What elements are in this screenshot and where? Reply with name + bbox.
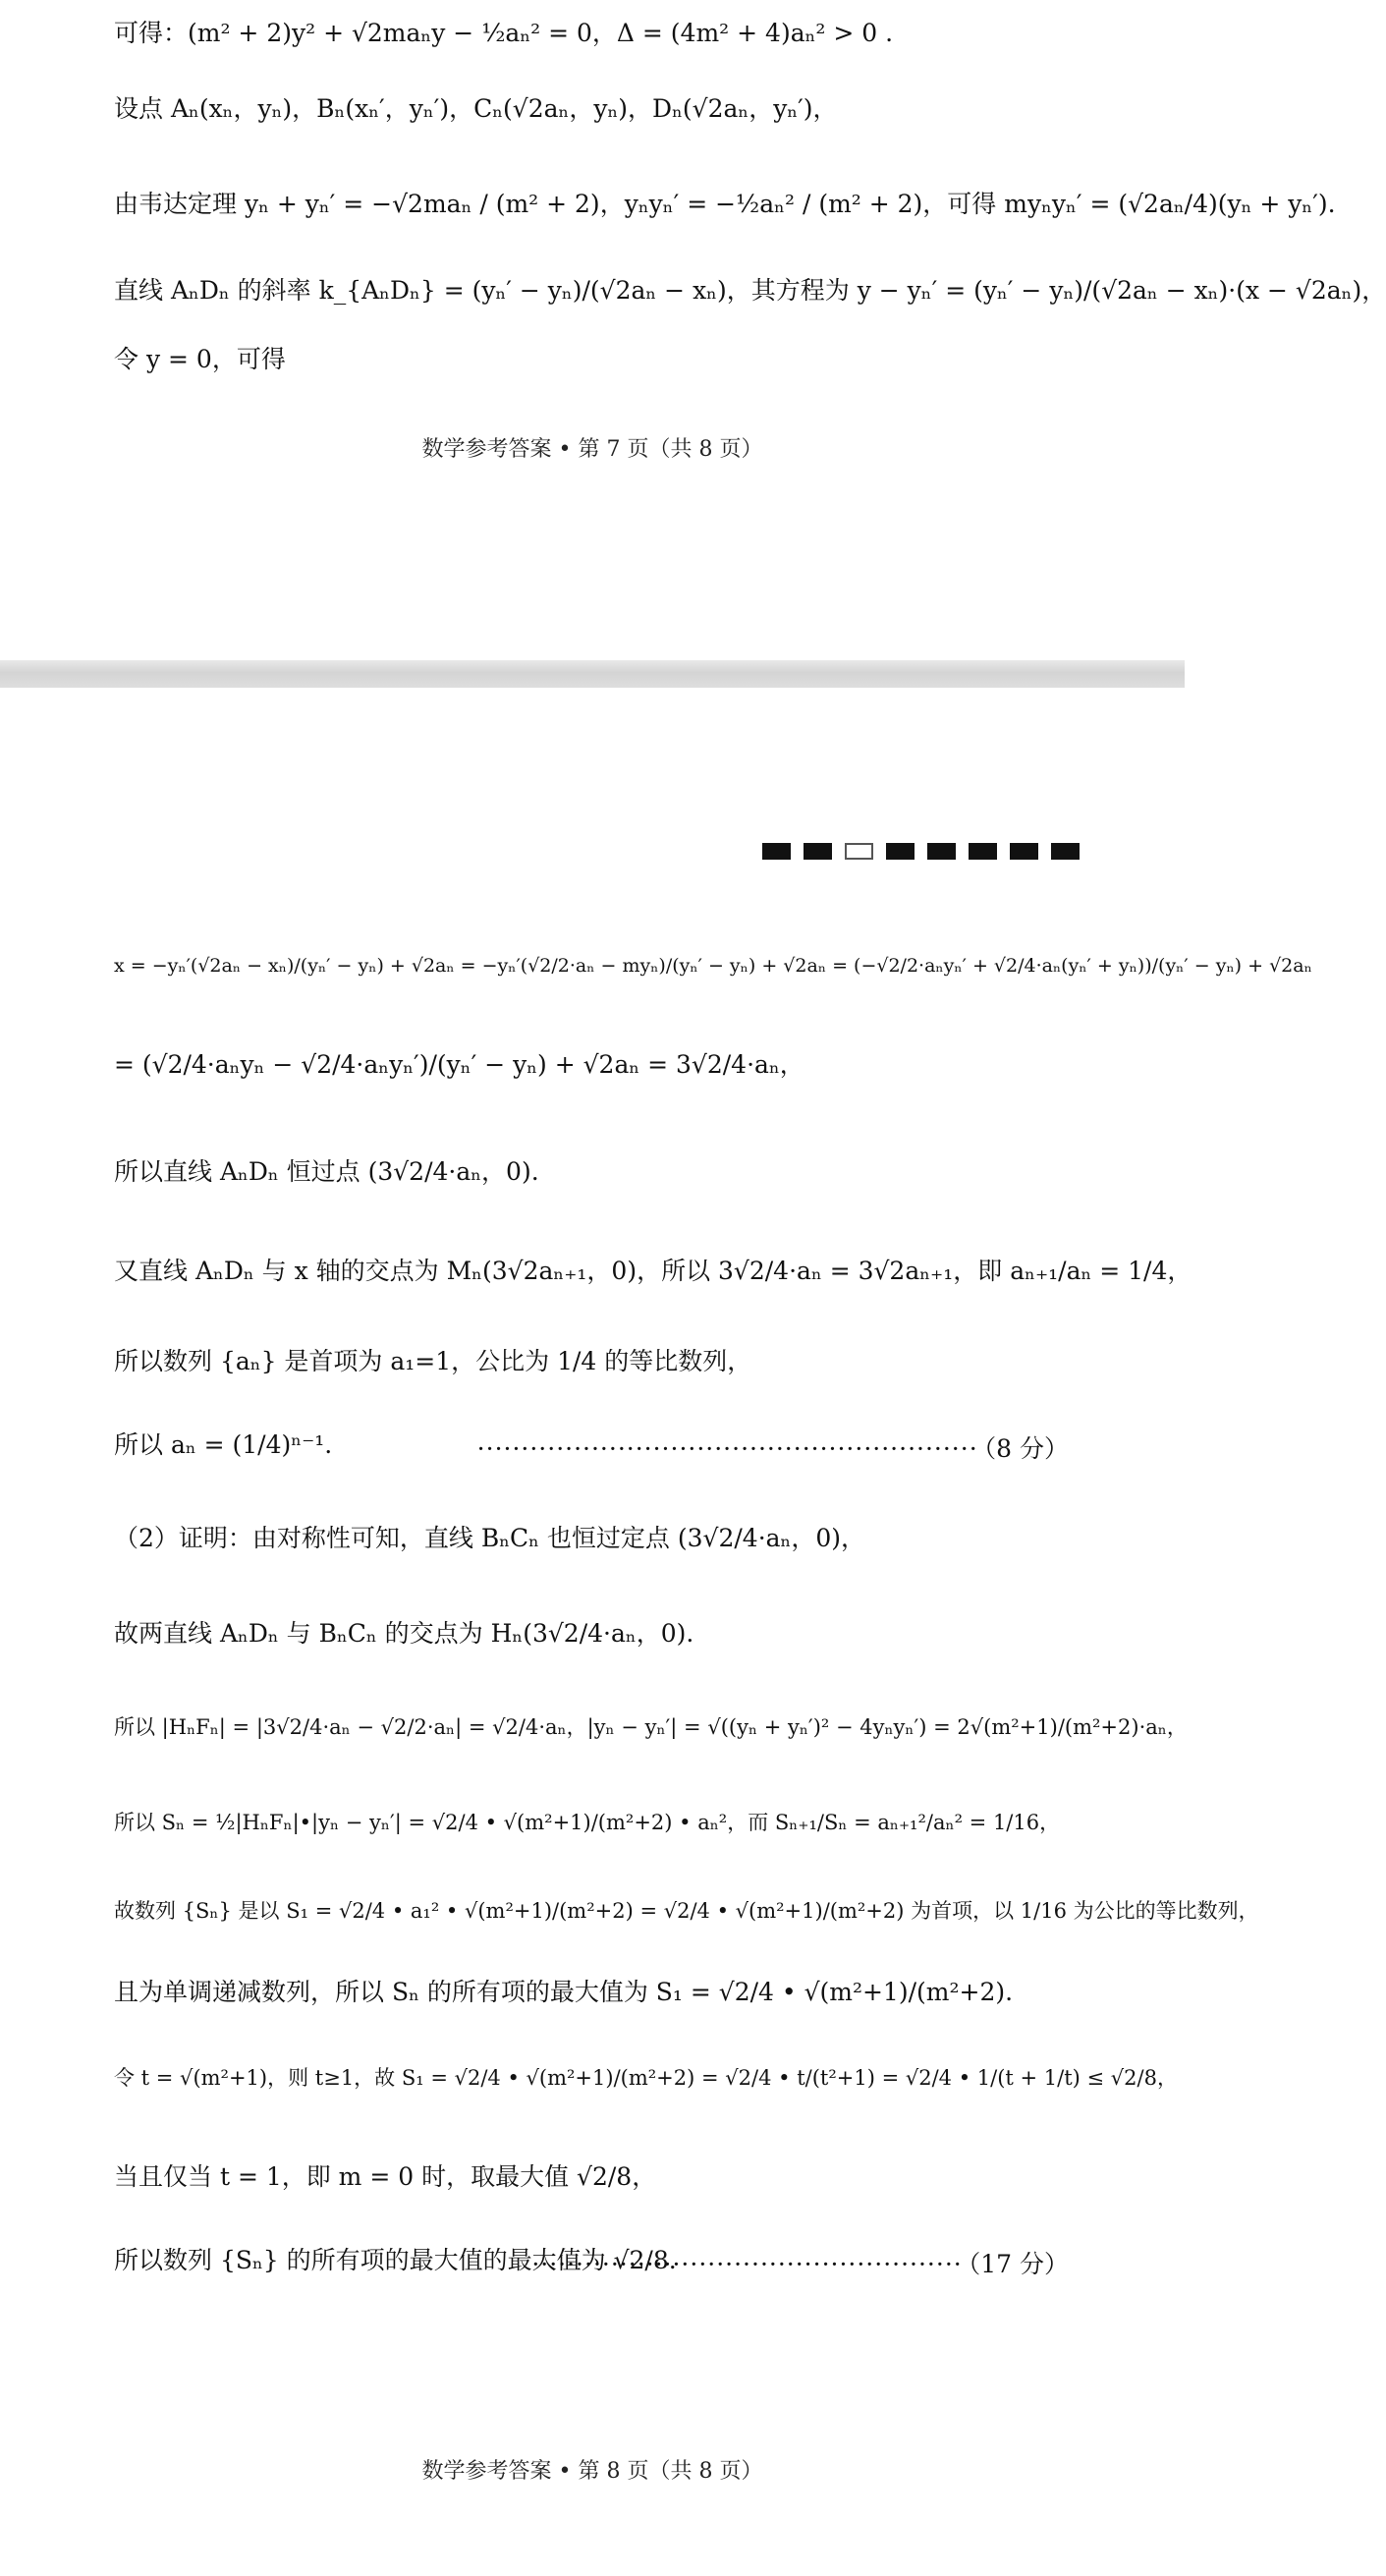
page-footer: 数学参考答案 • 第 7 页（共 8 页） xyxy=(421,437,763,462)
text-line: 所以 aₙ = (1/4)ⁿ⁻¹. xyxy=(114,1430,333,1459)
text-line: 所以数列 {aₙ} 是首项为 a₁=1，公比为 1/4 的等比数列， xyxy=(114,1347,752,1375)
score-label: （8 分） xyxy=(983,1434,1069,1463)
text-line: 又直线 AₙDₙ 与 x 轴的交点为 Mₙ(3√2aₙ₊₁，0)，所以 3√2/4·aₙ = 3√2aₙ₊₁，即 aₙ₊₁/aₙ = 1/4， xyxy=(114,1257,1192,1285)
mark-filled xyxy=(762,843,791,860)
text-line: 当且仅当 t = 1，即 m = 0 时，取最大值 √2/8， xyxy=(114,2162,657,2191)
page-8 xyxy=(0,688,1312,2576)
text-line: 所以直线 AₙDₙ 恒过点 (3√2/4·aₙ，0). xyxy=(114,1157,539,1186)
math-line: 故数列 {Sₙ} 是以 S₁ = √2/4 • a₁² • √(m²+1)/(m²+2) = √2/4 • √(m²+1)/(m²+2) 为首项，以 1/16 为公比的等比数列， xyxy=(114,1899,1259,1923)
score-17 xyxy=(531,2245,1069,2280)
text-line: 可得：(m² + 2)y² + √2maₙy − ½aₙ² = 0，Δ = (4m² + 4)aₙ² > 0 . xyxy=(114,19,894,47)
mark-empty xyxy=(845,843,873,860)
leader-dots: ························································· xyxy=(476,1434,978,1463)
binding-marks xyxy=(762,843,1080,860)
text-line: （2）证明：由对称性可知，直线 BₙCₙ 也恒过定点 (3√2/4·aₙ，0)， xyxy=(114,1524,866,1552)
math-line: 所以 |HₙFₙ| = |3√2/4·aₙ − √2/2·aₙ| = √2/4·aₙ，|yₙ − yₙ′| = √((yₙ + yₙ′)² − 4yₙyₙ′) = 2√(m²+1)/(m²+2)·aₙ， xyxy=(114,1715,1188,1739)
mark-filled xyxy=(927,843,956,860)
math-line: x = −yₙ′(√2aₙ − xₙ)/(yₙ′ − yₙ) + √2aₙ = −yₙ′(√2/2·aₙ − myₙ)/(yₙ′ − yₙ) + √2aₙ = (−√2/2·aₙyₙ′ + √2/4·aₙ(yₙ′ + yₙ))/(yₙ′ − yₙ) + √2aₙ xyxy=(114,955,1312,977)
mark-filled xyxy=(804,843,832,860)
page-7 xyxy=(0,0,1386,660)
text-line: 由韦达定理 yₙ + yₙ′ = −√2maₙ / (m² + 2)，yₙyₙ′ = −½aₙ² / (m² + 2)，可得 myₙyₙ′ = (√2aₙ/4)(yₙ + yₙ′). xyxy=(114,190,1336,218)
score-label: （17 分） xyxy=(968,2250,1069,2278)
mark-filled xyxy=(886,843,915,860)
math-line: 令 t = √(m²+1)，则 t≥1，故 S₁ = √2/4 • √(m²+1)/(m²+2) = √2/4 • t/(t²+1) = √2/4 • 1/(t + 1/t) ≤ √2/8， xyxy=(114,2066,1178,2090)
text-line: 令 y = 0，可得 xyxy=(114,345,286,373)
text-line: 设点 Aₙ(xₙ，yₙ)，Bₙ(xₙ′，yₙ′)，Cₙ(√2aₙ，yₙ)，Dₙ(√2aₙ，yₙ′)， xyxy=(114,94,838,123)
page-separator xyxy=(0,660,1185,688)
mark-filled xyxy=(1051,843,1080,860)
text-line: 所以数列 {Sₙ} 的所有项的最大值的最大值为 √2/8. xyxy=(114,2246,677,2274)
leader-dots: ················································· xyxy=(531,2250,963,2278)
text-line: 故两直线 AₙDₙ 与 BₙCₙ 的交点为 Hₙ(3√2/4·aₙ，0). xyxy=(114,1619,694,1648)
text-line: 直线 AₙDₙ 的斜率 k_{AₙDₙ} = (yₙ′ − yₙ)/(√2aₙ − xₙ)，其方程为 y − yₙ′ = (yₙ′ − yₙ)/(√2aₙ − xₙ)·(x − √2aₙ)， xyxy=(114,276,1386,305)
score-8 xyxy=(477,1429,1069,1465)
math-line: 且为单调递减数列，所以 Sₙ 的所有项的最大值为 S₁ = √2/4 • √(m²+1)/(m²+2). xyxy=(114,1978,1014,2006)
page-footer: 数学参考答案 • 第 8 页（共 8 页） xyxy=(421,2459,763,2484)
math-line: 所以 Sₙ = ½|HₙFₙ|•|yₙ − yₙ′| = √2/4 • √(m²+1)/(m²+2) • aₙ²，而 Sₙ₊₁/Sₙ = aₙ₊₁²/aₙ² = 1/16， xyxy=(114,1811,1061,1834)
math-line: = (√2/4·aₙyₙ − √2/4·aₙyₙ′)/(yₙ′ − yₙ) + √2aₙ = 3√2/4·aₙ， xyxy=(114,1050,804,1079)
mark-filled xyxy=(1010,843,1038,860)
mark-filled xyxy=(969,843,997,860)
